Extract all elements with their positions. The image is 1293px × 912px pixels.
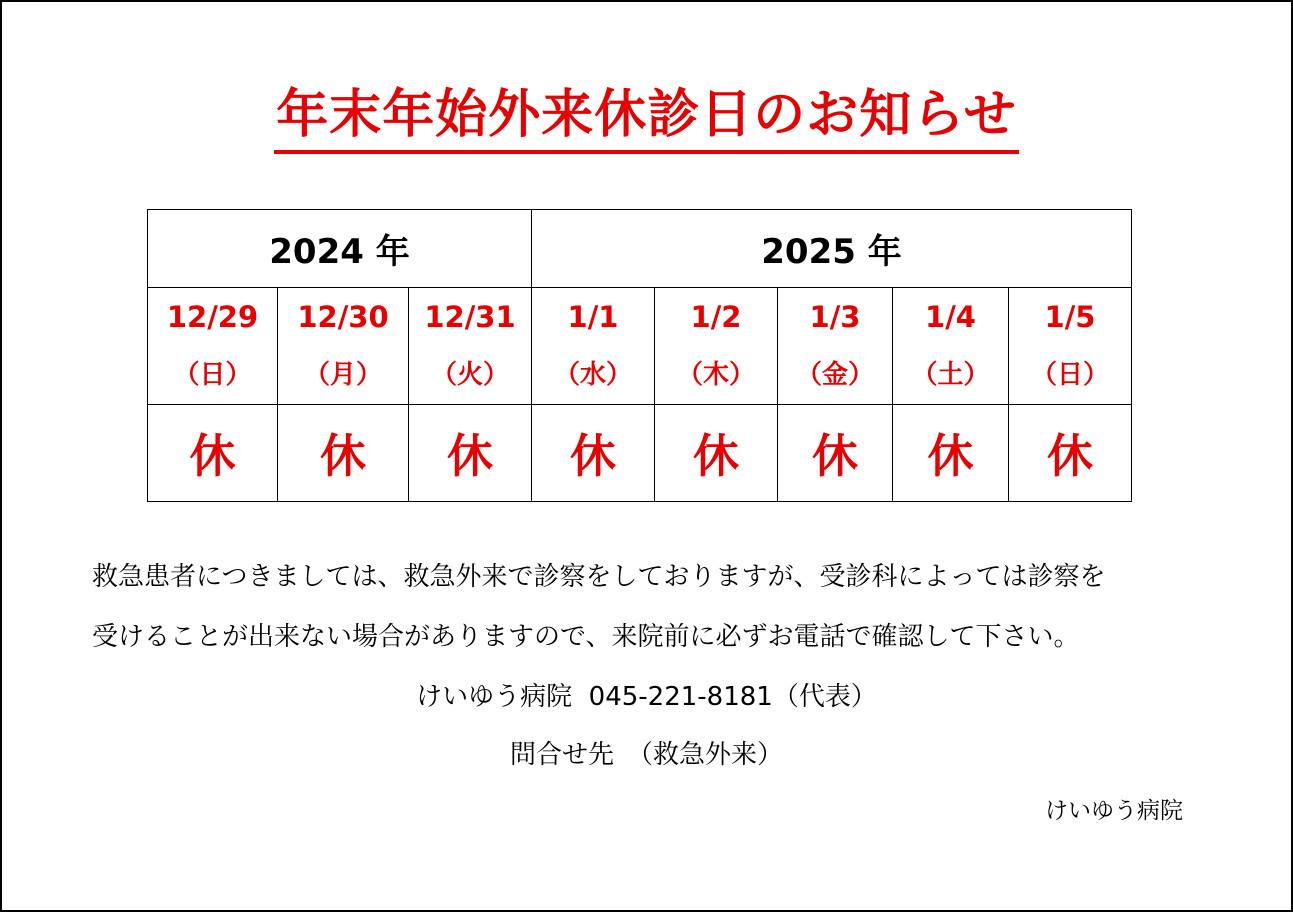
closed-status-cell: 休: [1009, 405, 1132, 502]
emergency-notice-line-1: 救急患者につきましては、救急外来で診察をしておりますが、受診科によっては診察を: [92, 562, 1106, 592]
emergency-notice-line-2: 受けることが出来ない場合がありますので、来院前に必ずお電話で確認して下さい。: [92, 622, 1080, 652]
date-label: 12/31: [424, 300, 516, 334]
closed-status-cell: 休: [893, 405, 1009, 502]
year-header-row: [148, 210, 1132, 288]
notice-title-container: [0, 82, 1293, 154]
date-label: 1/4: [925, 300, 976, 334]
weekday-label: （金）: [795, 360, 874, 390]
date-label: 1/1: [567, 300, 619, 334]
date-label: 12/29: [166, 300, 259, 334]
closed-status-cell: 休: [409, 405, 532, 502]
closed-status-cell: 休: [655, 405, 778, 502]
date-cell: [148, 288, 278, 405]
weekday-label: （土）: [911, 360, 990, 390]
holiday-calendar-table: [147, 209, 1132, 502]
inquiry-line: 問合せ先 （救急外来）: [509, 740, 783, 770]
date-label: 12/30: [297, 300, 389, 334]
date-cell: [409, 288, 532, 405]
date-label: 1/2: [690, 300, 742, 334]
closed-status-cell: 休: [148, 405, 278, 502]
hospital-signature: けいゆう病院: [1045, 798, 1183, 824]
date-label: 1/3: [809, 300, 861, 334]
year-2024-cell: 2024 年: [148, 210, 532, 288]
hospital-phone-line: けいゆう病院 045-221-8181（代表）: [416, 682, 877, 712]
closed-status-cell: 休: [532, 405, 655, 502]
closed-status-row: [148, 405, 1132, 502]
date-row: [148, 288, 1132, 405]
date-cell: [278, 288, 409, 405]
weekday-label: （日）: [1030, 360, 1109, 390]
weekday-label: （日）: [173, 360, 252, 390]
year-2025-cell: 2025 年: [532, 210, 1132, 288]
weekday-label: （水）: [553, 360, 632, 390]
weekday-label: （火）: [430, 360, 509, 390]
date-cell: [532, 288, 655, 405]
closed-status-cell: 休: [278, 405, 409, 502]
closed-status-cell: 休: [778, 405, 893, 502]
date-cell: [778, 288, 893, 405]
date-cell: [1009, 288, 1132, 405]
date-label: 1/5: [1044, 300, 1096, 334]
date-cell: [893, 288, 1009, 405]
date-cell: [655, 288, 778, 405]
weekday-label: （木）: [676, 360, 755, 390]
weekday-label: （月）: [303, 360, 382, 390]
notice-title: 年末年始外来休診日のお知らせ: [274, 82, 1018, 154]
